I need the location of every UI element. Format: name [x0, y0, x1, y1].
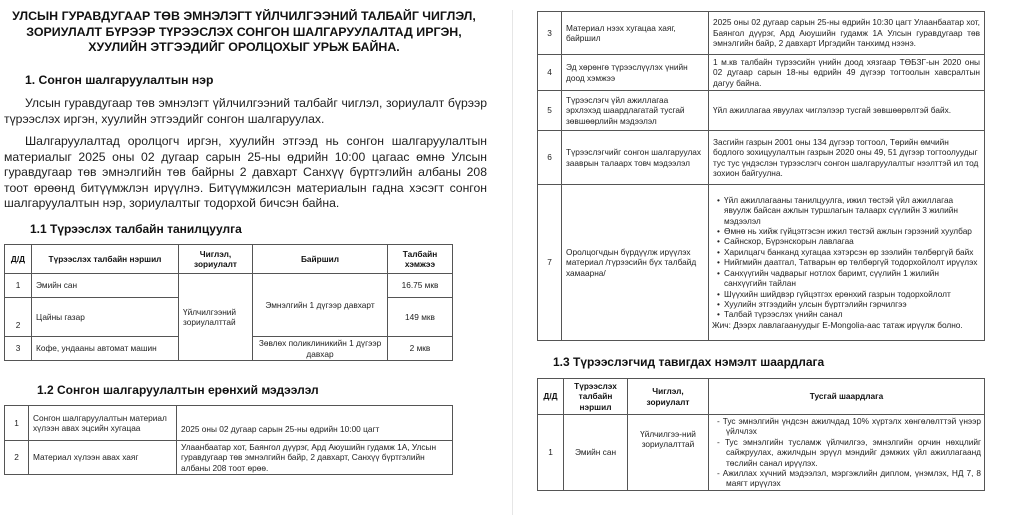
header-special-requirements: Тусгай шаардлага	[709, 379, 985, 415]
list-item: - Ажиллах хүчний мэдээлэл, мэргэжлийн диплом, үнэмлэх, НД 7, 8 маягт ирүүлэх	[712, 468, 981, 489]
row-no: 1	[538, 415, 564, 491]
row-area-size: 16.75 мкв	[388, 274, 453, 298]
general-info-table-part-1	[4, 405, 453, 475]
row-area-size: 2 мкв	[388, 337, 453, 361]
row-no: 7	[538, 185, 562, 341]
section-1-1-heading: 1.1 Түрээслэх талбайн танилцуулга	[30, 222, 242, 236]
row-area-name: Цайны газар	[32, 298, 179, 337]
row-area-name: Кофе, ундааны автомат машин	[32, 337, 179, 361]
row-no: 3	[538, 12, 562, 55]
table-header-row	[538, 379, 985, 415]
row-value: Үйл ажиллагаа явуулах чиглэлээр тусгай зөвшөөрөлтэй байх.	[709, 91, 985, 131]
row-value: 2025 оны 02 дугаар сарын 25-ны өдрийн 10:30 цагт Улаанбаатар хот, Баянгол дүүрэг, Ард Аюушийн гудамж 1А Улсын гуравдугаар төв эмнэлгийн байр, 2 давхарт Иргэдийн танхимд нээнэ.	[709, 12, 985, 55]
materials-note: Жич: Дээрх лавлагаануудыг E-Mongolia-аас татаж ирүүлж болно.	[712, 319, 963, 330]
table-header-row	[5, 245, 453, 274]
row-no: 5	[538, 91, 562, 131]
row-no: 6	[538, 131, 562, 185]
list-item: • Талбай түрээслэх үнийн санал	[712, 309, 981, 319]
list-item: - Тус эмнэлгийн үндсэн ажилчдад 10% хүртэлх хөнгөлөлттэй үнээр үйлчлэх	[712, 416, 981, 437]
section-1-paragraph-1: Улсын гуравдугаар төв эмнэлэгт үйлчилгээний талбайг чиглэл, зориулалт бүрээр түрээслэх иргэн, хуулийн этгээдийг сонгон шалгаруулах.	[4, 96, 487, 126]
row-value: Засгийн газрын 2001 оны 134 дүгээр тогтоол, Төрийн өмчийн бодлого зохицуулалтын газрын 2020 оны 49, 51 дүгээр тогтоолуудыг тус тус үндэслэн түрээслэгч сонгон шалгаруулалтыг нээлттэй ил тод зохион байгуулна.	[709, 131, 985, 185]
section-1-3-heading: 1.3 Түрээслэгчид тавигдах нэмэлт шаардлага	[553, 355, 825, 369]
row-direction: Үйлчилгээ-ний зориулалттай	[628, 415, 709, 491]
table-row	[538, 12, 985, 55]
table-row	[5, 406, 453, 441]
row-no: 1	[5, 406, 29, 441]
list-item: • Өмнө нь хийж гүйцэтгэсэн ижил төстэй ажлын гэрээний хуулбар	[712, 226, 981, 236]
header-direction: Чиглэл, зориулалт	[628, 379, 709, 415]
row-value: 1 м.кв талбайн түрээсийн үнийн доод хязгаар ТӨБЗГ-ын 2020 оны 02 дугаар сарын 18-ны өдрийн 49 дүгээр тогтоолын хавсралтын дагуу байна.	[709, 55, 985, 91]
list-item: • Үйл ажиллагааны танилцуулга, ижил төстэй үйл ажиллагаа явуулж байсан ажлын туршлагын талаарх сүүлийн 3 жилийн мэдээлэл	[712, 195, 981, 226]
table-row	[5, 441, 453, 475]
row-area-name: Эмийн сан	[32, 274, 179, 298]
list-item: • Нийгмийн даатгал, Татварын өр төлбөргүй тодорхойлолт ирүүлэх	[712, 257, 981, 267]
list-item: • Хуулийн этгээдийн улсын бүртгэлийн гэрчилгээ	[712, 299, 981, 309]
table-row	[538, 55, 985, 91]
row-area-size: 149 мкв	[388, 298, 453, 337]
section-1-heading: 1. Сонгон шалгаруулалтын нэр	[25, 73, 214, 87]
table-row	[5, 274, 453, 298]
section-1-2-heading: 1.2 Сонгон шалгаруулалтын ерөнхий мэдээлэл	[37, 383, 319, 397]
list-item: • Санхүүгийн чадварыг нотлох баримт, сүүлийн 1 жилийн санхүүгийн тайлан	[712, 268, 981, 289]
document-title: УЛСЫН ГУРАВДУГААР ТӨВ ЭМНЭЛЭГТ ҮЙЛЧИЛГЭЭНИЙ ТАЛБАЙГ ЧИГЛЭЛ, ЗОРИУЛАЛТ БҮРЭЭР ТҮРЭЭСЛЭХ СОНГОН ШАЛГАРУУЛАЛТАД ИРГЭН, ХУУЛИЙН ЭТГЭЭДИЙГ ОРОЛЦОХЫГ УРЬЖ БАЙНА.	[12, 9, 476, 54]
table-row	[538, 415, 985, 491]
header-location: Байршил	[253, 245, 388, 274]
requirements-list	[712, 416, 981, 489]
header-no: Д/Д	[538, 379, 564, 415]
list-item: - Тус эмнэлгийн тусламж үйлчилгээ, эмнэлгийн орчин нөхцлийг сайжруулах, ажилчдын эрүүл мэндийг дэмжих үйл ажиллагаанд төслийн санал ирүүлэх.	[712, 437, 981, 468]
row-no: 4	[538, 55, 562, 91]
list-item: • Сайнскор, Бүрэнскорын лавлагаа	[712, 236, 981, 246]
row-location: Зөвлөх поликлиникийн 1 дүгээр давхар	[253, 337, 388, 361]
row-no: 3	[5, 337, 32, 361]
row-label: Эд хөрөнгө түрээслүүлэх үнийн доод хэмжээ	[562, 55, 709, 91]
header-no: Д/Д	[5, 245, 32, 274]
row-direction: Үйлчилгээний зориулалттай	[179, 274, 253, 361]
header-area-name: Түрээслэх талбайн нэршил	[564, 379, 628, 415]
required-materials-list	[712, 195, 981, 320]
row-no: 2	[5, 441, 29, 475]
row-location: Эмнэлгийн 1 дүгээр давхарт	[253, 274, 388, 337]
rental-areas-table	[4, 244, 453, 361]
row-value	[709, 185, 985, 341]
list-item: • Шүүхийн шийдвэр гүйцэтгэх ерөнхий газрын тодорхойлолт	[712, 289, 981, 299]
table-row	[538, 131, 985, 185]
list-item: • Харилцагч банканд хугацаа хэтэрсэн өр зээлийн төлбөргүй байх	[712, 247, 981, 257]
row-value: Улаанбаатар хот, Баянгол дүүрэг, Ард Аюушийн гудамж 1А, Улсын гуравдугаар төв эмнэлгийн байр, 2 давхарт, Санхүү бүртгэлийн албаны 208 тоот өрөө.	[177, 441, 453, 475]
document-page-right	[513, 0, 1024, 525]
header-area-size: Талбайн хэмжээ	[388, 245, 453, 274]
row-no: 2	[5, 298, 32, 337]
table-row	[538, 185, 985, 341]
row-label: Материал нээх хугацаа хаяг, байршил	[562, 12, 709, 55]
additional-requirements-table	[537, 378, 985, 491]
row-label: Түрээслэгч үйл ажиллагаа эрхлэхэд шаардлагатай тусгай зөвшөөрлийн мэдээлэл	[562, 91, 709, 131]
row-value: 2025 оны 02 дугаар сарын 25-ны өдрийн 10:00 цагт	[177, 406, 453, 441]
row-area-name: Эмийн сан	[564, 415, 628, 491]
row-requirements	[709, 415, 985, 491]
row-label: Түрээслэгчийг сонгон шалгаруулах зааврын талаарх товч мэдээлэл	[562, 131, 709, 185]
table-row	[538, 91, 985, 131]
header-area-name: Түрээслэх талбайн нэршил	[32, 245, 179, 274]
row-label: Оролцогчдын бүрдүүлж ирүүлэх материал /түрээсийн бүх талбайд хамаарна/	[562, 185, 709, 341]
row-label: Материал хүлээн авах хаяг	[29, 441, 177, 475]
section-1-paragraph-2: Шалгаруулалтад оролцогч иргэн, хуулийн этгээд нь сонгон шалгаруулалтын материалыг 2025 оны 02 дугаар сарын 25-ны өдрийн 10:00 цагаас өмнө Улсын гуравдугаар төв эмнэлгийн төв байрны 2 давхарт Санхүү бүртгэлийн албаны 208 тоот өрөөнд битүүмжлэн ирүүлнэ. Битүүмжилсэн материалын гадна хэсэгт сонгон шалгаруулалтын нэр, зориулалтыг тодорхой бичсэн байна.	[4, 134, 487, 211]
header-direction: Чиглэл, зориулалт	[179, 245, 253, 274]
row-label: Сонгон шалгаруулалтын материал хүлээн авах эцсийн хугацаа	[29, 406, 177, 441]
general-info-table-part-2	[537, 11, 985, 341]
row-no: 1	[5, 274, 32, 298]
